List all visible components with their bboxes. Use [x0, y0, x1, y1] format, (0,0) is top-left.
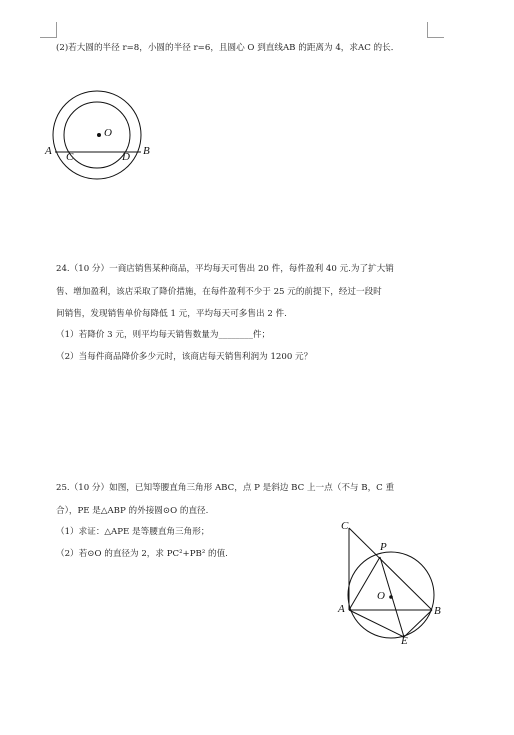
label-b-q23: B: [143, 145, 150, 157]
label-o-q23: O: [104, 127, 112, 139]
q25-line-1: 25.（10 分）如图，已知等腰直角三角形 ABC，点 P 是斜边 BC 上一点（不与 B，C 重: [56, 483, 395, 493]
label-c-q23: C: [66, 151, 74, 163]
label-a-q25: A: [338, 603, 345, 615]
label-d-q23: D: [122, 151, 130, 163]
segment-ae: [349, 610, 404, 637]
label-e-q25: E: [401, 635, 408, 647]
crop-mark-left-vertical: [56, 22, 57, 38]
q25-sub-question-1: （1）求证：△APE 是等腰直角三角形；: [56, 527, 210, 537]
crop-mark-right-horizontal: [427, 37, 444, 38]
q24-line-3: 间销售，发现销售单价每降低 1 元，平均每天可多售出 2 件.: [56, 309, 287, 319]
q23-part2-text: (2)若大圆的半径 r=8，小圆的半径 r=6，且圆心 O 到直线AB 的距离为 4，求AC 的长．: [56, 43, 400, 53]
q25-triangle-circle-figure: [336, 520, 446, 645]
label-b-q25: B: [434, 605, 441, 617]
label-a-q23: A: [45, 145, 52, 157]
segment-be: [404, 610, 432, 637]
q25-line-2: 合），PE 是△ABP 的外接圆⊙O 的直径.: [56, 506, 209, 516]
label-p-q25: P: [380, 541, 387, 553]
q24-line-2: 售、增加盈利，该店采取了降价措施，在每件盈利不少于 25 元的前提下，经过一段时: [56, 287, 382, 297]
q24-line-1: 24.（10 分）一商店销售某种商品，平均每天可售出 20 件，每件盈利 40 元.为了扩大销: [56, 264, 394, 274]
crop-mark-right-vertical: [427, 22, 428, 38]
q23-circle-figure: [45, 92, 175, 192]
q24-sub-question-1: （1）若降价 3 元，则平均每天销售数量为________件；: [56, 330, 271, 340]
center-point-o: [389, 595, 393, 599]
label-c-q25: C: [341, 520, 349, 532]
center-point: [97, 133, 101, 137]
segment-ap: [349, 557, 380, 610]
crop-mark-left-horizontal: [40, 37, 57, 38]
q24-sub-question-2: （2）当每件商品降价多少元时，该商店每天销售利润为 1200 元？: [56, 352, 313, 362]
q25-sub-question-2: （2）若⊙O 的直径为 2，求 PC²+PB² 的值.: [56, 549, 228, 559]
label-o-q25: O: [377, 590, 385, 602]
